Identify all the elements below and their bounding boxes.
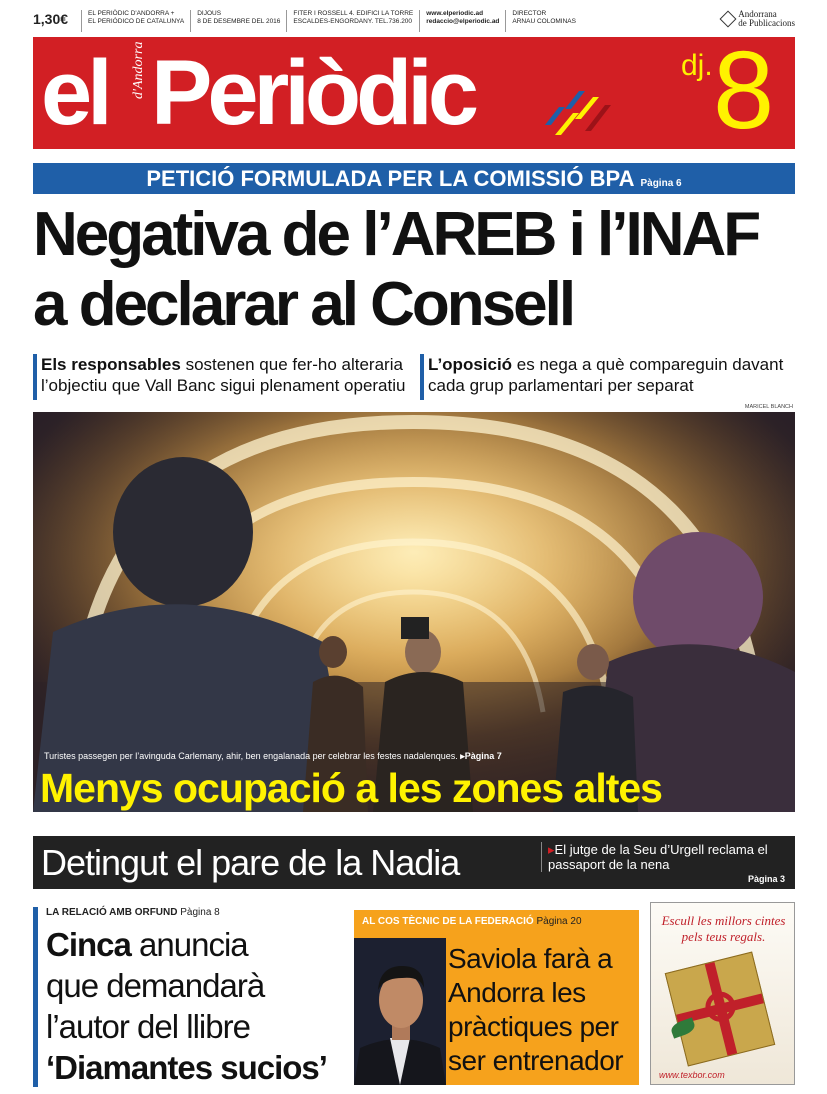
story-kicker-page[interactable]: Pàgina 8 — [177, 907, 220, 918]
photo-credit: MARICEL BLANCH — [744, 404, 793, 410]
lead-kicker-text: PETICIÓ FORMULADA PER LA COMISSIÓ BPA — [146, 166, 635, 191]
flag-stripes-icon — [545, 87, 613, 137]
logo-subtitle: d'Andorra — [131, 41, 146, 99]
news-bar-page[interactable]: Pàgina 3 — [747, 874, 785, 884]
advertisement[interactable] — [650, 902, 795, 1085]
director-info — [505, 10, 582, 32]
story-saviola[interactable] — [354, 910, 639, 1085]
masthead — [33, 37, 795, 149]
subhead-left-bold: Els responsables — [41, 355, 181, 374]
arrow-icon: ▸ — [548, 842, 555, 857]
web-info[interactable] — [419, 10, 505, 32]
story-kicker-text: LA RELACIÓ AMB ORFUND — [46, 907, 178, 918]
person-portrait-icon — [354, 938, 446, 1085]
orange-kicker — [362, 916, 582, 927]
date-line: 8 DE DESEMBRE DEL 2016 — [197, 18, 281, 25]
publisher-info — [81, 10, 190, 32]
logo-el: el — [41, 42, 108, 144]
address-line: ESCALDES-ENGORDANY. TEL.736.200 — [293, 18, 413, 25]
news-bar-title: Detingut el pare de la Nadia — [41, 842, 460, 883]
ad-slogan-line: pels teus regals. — [681, 929, 766, 944]
story-body — [46, 924, 343, 1088]
story-line: anuncia — [130, 926, 248, 963]
story-kicker — [46, 907, 343, 918]
story-line: l’autor del llibre — [46, 1008, 250, 1045]
address-line: FITER I ROSSELL 4. EDIFICI LA TORRE — [293, 10, 414, 17]
date-info — [190, 10, 286, 32]
day-name: dj. — [681, 49, 713, 82]
director-name: ARNAU COLOMINAS — [512, 18, 576, 25]
gift-box-icon — [665, 952, 776, 1067]
association-line: de Publicacions — [738, 18, 795, 28]
ad-slogan — [651, 913, 795, 945]
news-bar-side-text: El jutge de la Seu d’Urgell reclama el passaport de la nena — [548, 842, 768, 872]
subhead-right-text: es nega a què compareguin davant cada grup parlamentari per separat — [428, 355, 784, 395]
ad-slogan-line: Escull les millors cintes — [661, 913, 786, 928]
website-link[interactable]: www.elperiodic.ad — [426, 10, 484, 17]
subhead-left-text: sostenen que fer-ho alteraria l’objectiu que Vall Banc sigui plenament operatiu — [41, 355, 406, 395]
ad-url[interactable]: www.texbor.com — [659, 1070, 725, 1080]
publisher-line: EL PERIÒDIC D'ANDORRA + — [88, 10, 175, 17]
orange-kicker-text: AL COS TÈCNIC DE LA FEDERACIÓ — [362, 916, 534, 927]
association-logo — [722, 10, 795, 28]
email-link[interactable]: redaccio@elperiodic.ad — [426, 18, 500, 25]
logo-name: Periòdic — [151, 42, 475, 144]
subhead-right — [420, 354, 795, 400]
headline-line: Negativa de l’AREB i l’INAF — [33, 200, 759, 269]
story-line: que demandarà — [46, 967, 265, 1004]
news-bar-side — [541, 842, 791, 872]
story-cinca[interactable] — [33, 907, 343, 1087]
publisher-line: EL PERIÓDICO DE CATALUNYA — [88, 18, 185, 25]
headline-line: a declarar al Consell — [33, 270, 574, 339]
news-bar[interactable] — [33, 836, 795, 889]
photo-caption-page[interactable]: ▸Pàgina 7 — [460, 751, 502, 761]
lead-kicker-page[interactable]: Pàgina 6 — [640, 178, 682, 189]
association-line: Andorrana — [738, 9, 777, 19]
photo-caption-text: Turistes passegen per l’avinguda Carlemany, ahir, ben engalanada per celebrar les festes nadalenques. — [44, 751, 461, 761]
photo-title[interactable]: Menys ocupació a les zones altes — [40, 765, 662, 811]
subhead-right-bold: L’oposició — [428, 355, 513, 374]
price: 1,30€ — [33, 11, 69, 27]
story-bold-name: Cinca — [46, 926, 131, 963]
story-bold-title: ‘Diamantes sucios’ — [46, 1049, 327, 1086]
orange-kicker-page[interactable]: Pàgina 20 — [533, 916, 582, 927]
portrait-photo — [354, 938, 446, 1085]
lead-kicker — [33, 163, 795, 194]
lead-headline[interactable] — [33, 200, 803, 340]
director-label: DIRECTOR — [512, 10, 547, 17]
info-strip — [33, 10, 795, 36]
day-number: 8 — [713, 37, 775, 149]
bow-icon — [702, 989, 738, 1025]
photo-caption — [44, 751, 502, 762]
orange-text: Saviola farà a Andorra les pràctiques per ser entrenador — [448, 943, 624, 1076]
diamond-icon — [720, 11, 737, 28]
address-info — [286, 10, 419, 32]
subhead-left — [33, 354, 408, 400]
date-line: DIJOUS — [197, 10, 222, 17]
